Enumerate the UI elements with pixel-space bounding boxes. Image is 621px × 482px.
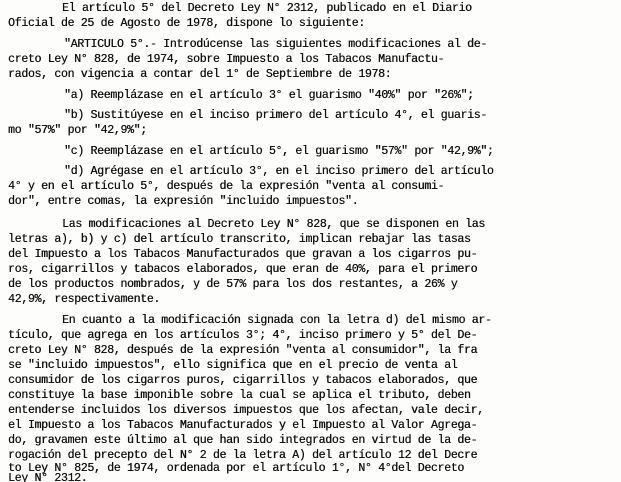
text-line: rogación del precepto del N° 2 de la letra A) del artículo 12 del Decre	[8, 449, 478, 462]
text-line: "a) Reemplázase en el artículo 3° el guarismo "40%" por "26%";	[64, 89, 474, 102]
text-line: consumidor de los cigarros puros, cigarrillos y tabacos elaborados, que	[8, 374, 478, 387]
text-line: rados, con vigencia a contar del 1° de Septiembre de 1978:	[8, 68, 392, 81]
text-line: "c) Reemplázase en el artículo 5°, el guarismo "57%" por "42,9%";	[64, 145, 494, 158]
text-line: El artículo 5° del Decreto Ley N° 2312, publicado en el Diario	[62, 2, 472, 15]
text-line: letras a), b) y c) del artículo transcrito, implican rebajar las tasas	[8, 233, 471, 246]
text-line: 4° y en el artículo 5°, después de la expresión "venta al consumi-	[8, 180, 445, 193]
text-line: del Impuesto a los Tabacos Manufacturados que gravan a los cigarros pu-	[8, 248, 478, 261]
text-line: creto Ley N° 828, después de la expresión "venta al consumidor", la fra	[8, 344, 478, 357]
text-line: el Impuesto a los Tabacos Manufacturados y el Impuesto al Valor Agrega-	[8, 419, 478, 432]
text-line: do, gravamen este último al que han sido integrados en virtud de la de-	[8, 434, 478, 447]
text-line: 42,9%, respectivamente.	[8, 293, 160, 306]
text-line: mo "57%" por "42,9%";	[8, 124, 147, 137]
text-line: entenderse incluidos los diversos impuestos que los afectan, vale decir,	[8, 404, 484, 417]
text-line: dor", entre comas, la expresión "incluido impuestos".	[8, 195, 359, 208]
text-line: Oficial de 25 de Agosto de 1978, dispone lo siguiente:	[8, 17, 365, 30]
text-line: "ARTICULO 5°.- Introdúcense las siguientes modificaciones al de-	[64, 38, 487, 51]
text-line: "b) Sustitúyese en el inciso primero del artículo 4°, el guaris-	[64, 109, 487, 122]
text-line: de los productos nombrados, y de 57% para los dos restantes, a 26% y	[8, 278, 458, 291]
text-line: "d) Agrégase en el artículo 3°, en el inciso primero del artículo	[64, 165, 494, 178]
text-line: Las modificaciones al Decreto Ley N° 828, que se disponen en las	[62, 218, 485, 231]
text-line: En cuanto a la modificación signada con la letra d) del mismo ar-	[62, 314, 492, 327]
text-line: to Ley N° 825, de 1974, ordenada por el artículo 1°, N° 4°del Decreto	[8, 462, 464, 475]
text-line: se "incluido impuestos", ello significa que en el precio de venta al	[8, 359, 458, 372]
text-line: tículo, que agrega en los artículos 3°; 4°, inciso primero y 5° del De-	[8, 329, 478, 342]
text-line: Ley N° 2312.	[8, 472, 88, 482]
text-line: constituye la base imponible sobre la cual se aplica el tributo, deben	[8, 389, 471, 402]
text-line: creto Ley N° 828, de 1974, sobre Impuesto a los Tabacos Manufactu-	[8, 53, 445, 66]
text-line: ros, cigarrillos y tabacos elaborados, que eran de 40%, para el primero	[8, 263, 478, 276]
